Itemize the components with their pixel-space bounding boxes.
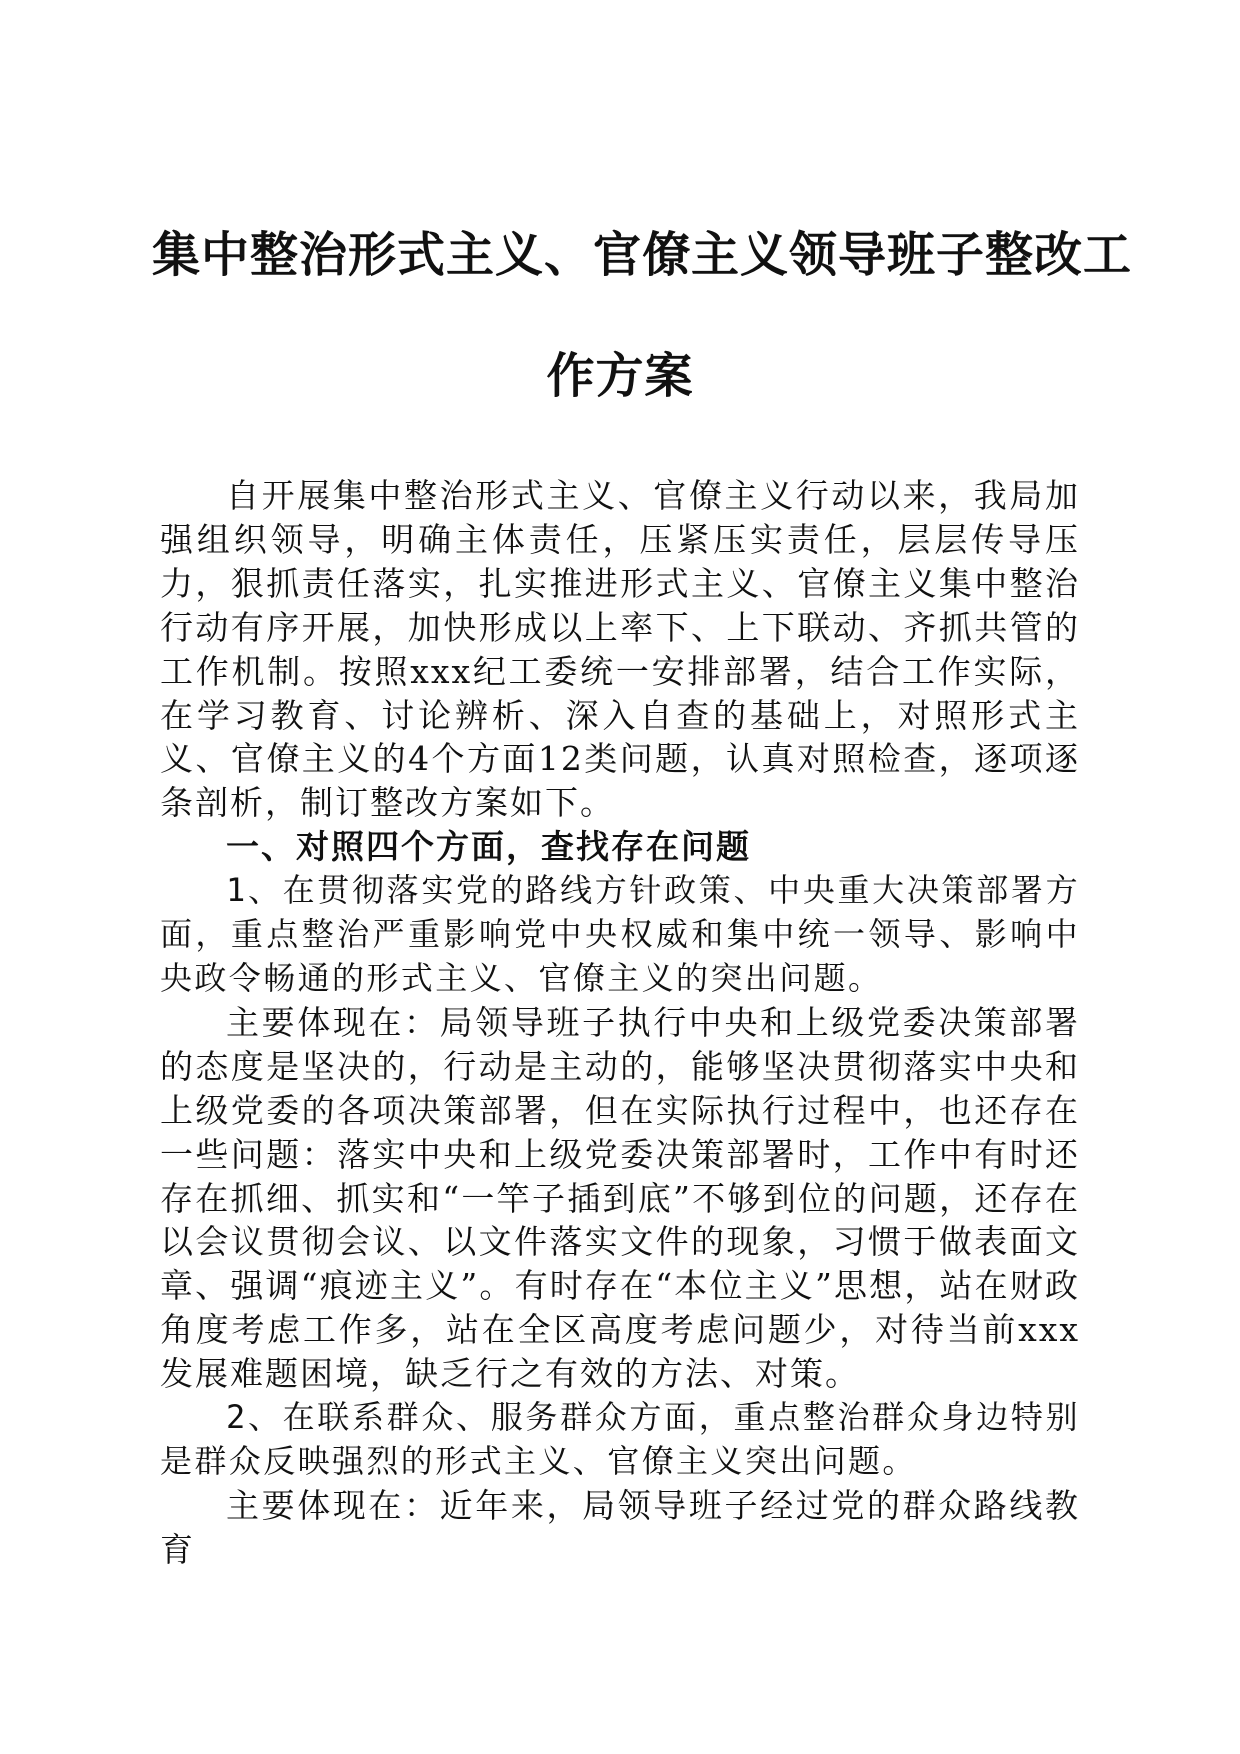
item-1-detail-paragraph: 主要体现在：局领导班子执行中央和上级党委决策部署的态度是坚决的，行动是主动的，能够坚决贯彻落实中央和上级党委的各项决策部署，但在实际执行过程中，也还存在一些问题：落实中央和上级党委决策部署时，工作中有时还存在抓细、抓实和“一竿子插到底”不够到位的问题，还存在以会议贯彻会议、以文件落实文件的现象，习惯于做表面文章、强调“痕迹主义”。有时存在“本位主义”思想，站在财政角度考虑工作多，站在全区高度考虑问题少，对待当前xxx发展难题困境，缺乏行之有效的方法、对策。 [160,1002,1080,1394]
document-body [160,474,1080,1572]
item-2-detail-paragraph: 主要体现在：近年来，局领导班子经过党的群众路线教育 [160,1485,1080,1569]
intro-paragraph: 自开展集中整治形式主义、官僚主义行动以来，我局加强组织领导，明确主体责任，压紧压实责任，层层传导压力，狠抓责任落实，扎实推进形式主义、官僚主义集中整治行动有序开展，加快形成以上率下、上下联动、齐抓共管的工作机制。按照xxx纪工委统一安排部署，结合工作实际，在学习教育、讨论辨析、深入自查的基础上，对照形式主义、官僚主义的4个方面12类问题，认真对照检查，逐项逐条剖析，制订整改方案如下。 [160,476,1080,823]
document-title-line-1: 集中整治形式主义、官僚主义领导班子整改工 [152,227,1133,283]
item-1-heading-paragraph: 1、在贯彻落实党的路线方针政策、中央重大决策部署方面，重点整治严重影响党中央权威和集中统一领导、影响中央政令畅通的形式主义、官僚主义的突出问题。 [160,871,1080,997]
section-heading-1: 一、对照四个方面，查找存在问题 [226,827,751,867]
item-2-heading-paragraph: 2、在联系群众、服务群众方面，重点整治群众身边特别是群众反映强烈的形式主义、官僚主义突出问题。 [160,1398,1080,1480]
document-title-line-2: 作方案 [546,348,694,404]
